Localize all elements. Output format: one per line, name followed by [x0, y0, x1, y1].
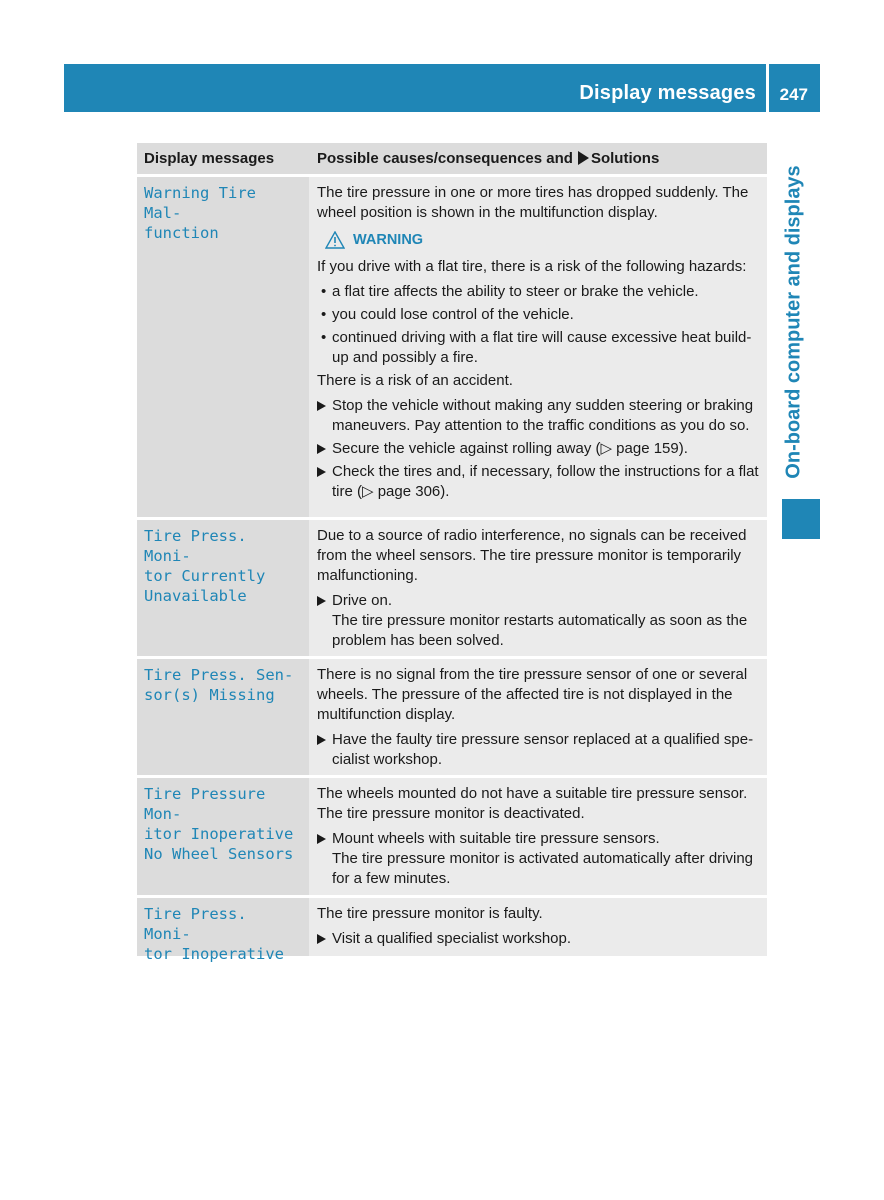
table-row — [137, 898, 767, 963]
message-cell — [137, 520, 309, 656]
hazard-intro: If you drive with a flat tire, there is a risk of the following hazards: — [317, 258, 747, 275]
action-arrow-icon — [317, 735, 326, 745]
table-row — [137, 520, 767, 659]
causes-cell — [309, 177, 767, 517]
action-text: Have the faulty tire pressure sensor replaced at a qualified spe-cialist workshop. — [332, 731, 754, 768]
page-number: 247 — [779, 85, 808, 104]
list-item — [317, 328, 761, 368]
list-item-text: a flat tire affects the ability to steer or brake the vehicle. — [332, 283, 699, 300]
action-arrow-icon — [578, 151, 589, 165]
chapter-tab-marker — [782, 499, 820, 539]
display-message: Tire Press. Moni- tor Inoperative — [144, 905, 284, 963]
action-arrow-icon — [317, 596, 326, 606]
section-title: Display messages — [579, 82, 756, 104]
header-divider — [766, 64, 769, 112]
action-item — [317, 396, 761, 436]
causes-cell — [309, 898, 767, 956]
warning-heading — [325, 231, 761, 249]
column-header-causes-text: Possible causes/consequences and — [317, 150, 573, 167]
action-text: Secure the vehicle against rolling away (▷ page 159). — [332, 440, 688, 457]
cause-text: There is no signal from the tire pressure sensor of one or several wheels. The pressure of the affected tire is not displayed in the multifunction display. — [317, 666, 748, 723]
chapter-tab — [780, 156, 808, 488]
action-item — [317, 829, 761, 889]
action-arrow-icon — [317, 834, 326, 844]
table-row — [137, 778, 767, 898]
action-arrow-icon — [317, 401, 326, 411]
bullet-icon: • — [321, 329, 327, 346]
action-text: Stop the vehicle without making any sudden steering or braking maneuvers. Pay attention to the traffic conditions as you do so. — [332, 397, 754, 434]
bullet-icon: • — [321, 306, 327, 323]
column-header-causes — [309, 143, 767, 174]
action-item — [317, 730, 761, 770]
list-item — [317, 305, 761, 325]
action-detail: The tire pressure monitor is activated automatically after driving for a few minutes. — [332, 850, 754, 887]
action-arrow-icon — [317, 467, 326, 477]
action-text: Check the tires and, if necessary, follow the instructions for a flat tire (▷ page 306). — [332, 463, 759, 500]
action-detail: The tire pressure monitor restarts automatically as soon as the problem has been solved. — [332, 612, 748, 649]
cause-text: Due to a source of radio interference, no signals can be received from the wheel sensors. The tire pressure monitor is temporarily malfunctioning. — [317, 527, 747, 584]
message-cell — [137, 659, 309, 775]
bullet-icon: • — [321, 283, 327, 300]
table-row — [137, 177, 767, 520]
table-header-row — [137, 143, 767, 177]
display-message: Warning Tire Mal- function — [144, 184, 256, 242]
warning-label: WARNING — [353, 232, 424, 248]
action-text: Drive on. — [332, 592, 393, 609]
display-message: Tire Press. Moni- tor Currently Unavailable — [144, 527, 266, 605]
action-text: Visit a qualified specialist workshop. — [332, 930, 572, 947]
action-item — [317, 591, 761, 651]
message-cell — [137, 177, 309, 517]
list-item-text: continued driving with a flat tire will cause excessive heat build-up and possibly a fire. — [332, 329, 752, 366]
cause-text: The tire pressure in one or more tires has dropped suddenly. The wheel position is shown in the multifunction display. — [317, 184, 749, 221]
list-item-text: you could lose control of the vehicle. — [332, 306, 574, 323]
table-row — [137, 659, 767, 778]
action-text: Mount wheels with suitable tire pressure sensors. — [332, 830, 660, 847]
message-cell — [137, 898, 309, 963]
page-header-bar — [64, 64, 820, 112]
column-header-solutions-text: Solutions — [590, 150, 660, 167]
warning-triangle-icon — [325, 231, 345, 249]
list-item — [317, 282, 761, 302]
display-message: Tire Press. Sen- sor(s) Missing — [144, 666, 294, 704]
display-messages-table — [137, 143, 767, 963]
cause-text: The wheels mounted do not have a suitable tire pressure sensor. The tire pressure monitor is deactivated. — [317, 785, 748, 822]
causes-cell — [309, 659, 767, 775]
action-item — [317, 929, 761, 949]
causes-cell — [309, 778, 767, 895]
action-item — [317, 462, 761, 502]
cause-text: The tire pressure monitor is faulty. — [317, 905, 543, 922]
message-cell — [137, 778, 309, 895]
action-arrow-icon — [317, 444, 326, 454]
chapter-tab-label: On-board computer and displays — [782, 165, 805, 479]
display-message: Tire Pressure Mon- itor Inoperative No Wheel Sensors — [144, 785, 294, 863]
risk-text: There is a risk of an accident. — [317, 372, 513, 389]
column-header-messages: Display messages — [137, 143, 309, 174]
causes-cell — [309, 520, 767, 656]
action-arrow-icon — [317, 934, 326, 944]
action-item — [317, 439, 761, 459]
